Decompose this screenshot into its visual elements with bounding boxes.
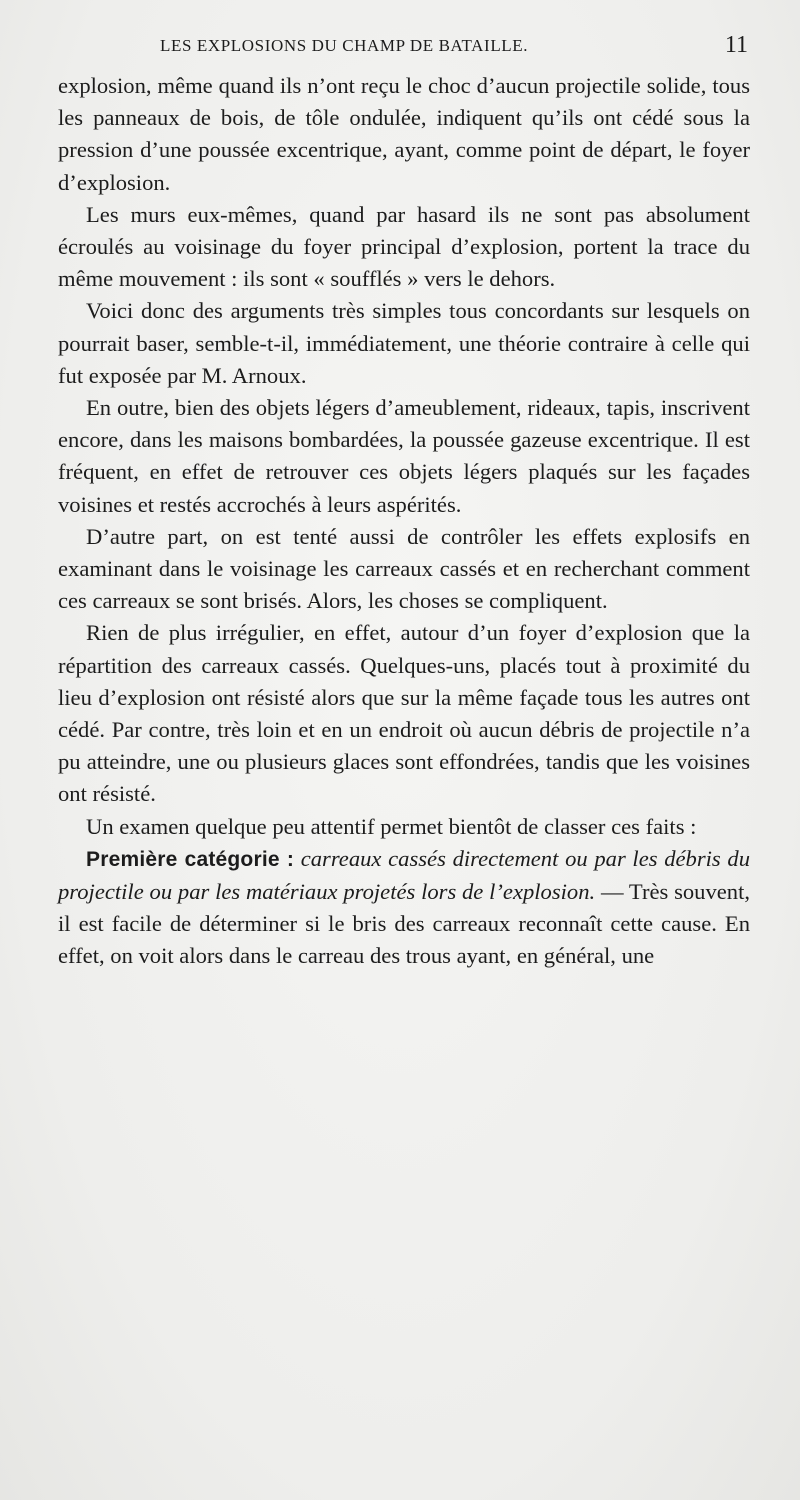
paragraph: Un examen quelque peu attentif permet bientôt de classer ces faits : — [86, 813, 697, 839]
category-description: carreaux cassés directement ou par les débris du projectile ou par les matériaux projetés lors de l’explosion. — [58, 845, 750, 905]
paragraph: D’autre part, on est tenté aussi de contrôler les effets explosifs en examinant dans le voisinage les carreaux cassés et en recherchant comment ces carreaux se sont brisés. Alors, les choses se compliquent. — [58, 523, 750, 614]
paragraph: En outre, bien des objets légers d’ameublement, rideaux, tapis, inscrivent encore, dans les maisons bombardées, la poussée gazeuse excentrique. Il est fréquent, en effet de retrouver ces objets légers plaqués sur les façades voisines et restés accrochés à leurs aspérités. — [58, 395, 750, 517]
paragraph: Voici donc des arguments très simples tous concordants sur lesquels on pourrait baser, semble-t-il, immédiatement, une théorie contraire à celle qui fut exposée par M. Arnoux. — [58, 298, 750, 388]
page-number: 11 — [724, 32, 748, 58]
category-heading: Première catégorie : — [86, 847, 295, 871]
paragraph: Rien de plus irrégulier, en effet, autour d’un foyer d’explosion que la répartition des carreaux cassés. Quelques-uns, placés tout à proximité du lieu d’explosion ont résisté alors que sur la même façade tous les autres ont cédé. Par contre, très loin et en un endroit où aucun débris de projectile n’a pu atteindre, une ou plusieurs glaces sont effondrées, tandis que les voisines ont résisté. — [58, 620, 750, 807]
paragraph: Les murs eux-mêmes, quand par hasard ils ne sont pas absolument écroulés au voisinage du foyer principal d’explosion, portent la trace du même mouvement : ils sont « soufflés » vers le dehors. — [58, 201, 750, 292]
category-paragraph — [58, 843, 750, 973]
body-text — [58, 70, 750, 973]
category-text: — Très souvent, il est facile de déterminer si le bris des carreaux reconnaît cette cause. En effet, on voit alors dans le carreau des trous ayant, en général, une — [58, 879, 751, 969]
running-head — [58, 30, 750, 70]
paragraph-continued: explosion, même quand ils n’ont reçu le choc d’aucun projectile solide, tous les panneaux de bois, de tôle ondulée, indiquent qu’ils ont cédé sous la pression d’une poussée excentrique, ayant, comme point de départ, le foyer d’explosion. — [58, 73, 750, 195]
running-title: LES EXPLOSIONS DU CHAMP DE BATAILLE. — [160, 36, 529, 55]
